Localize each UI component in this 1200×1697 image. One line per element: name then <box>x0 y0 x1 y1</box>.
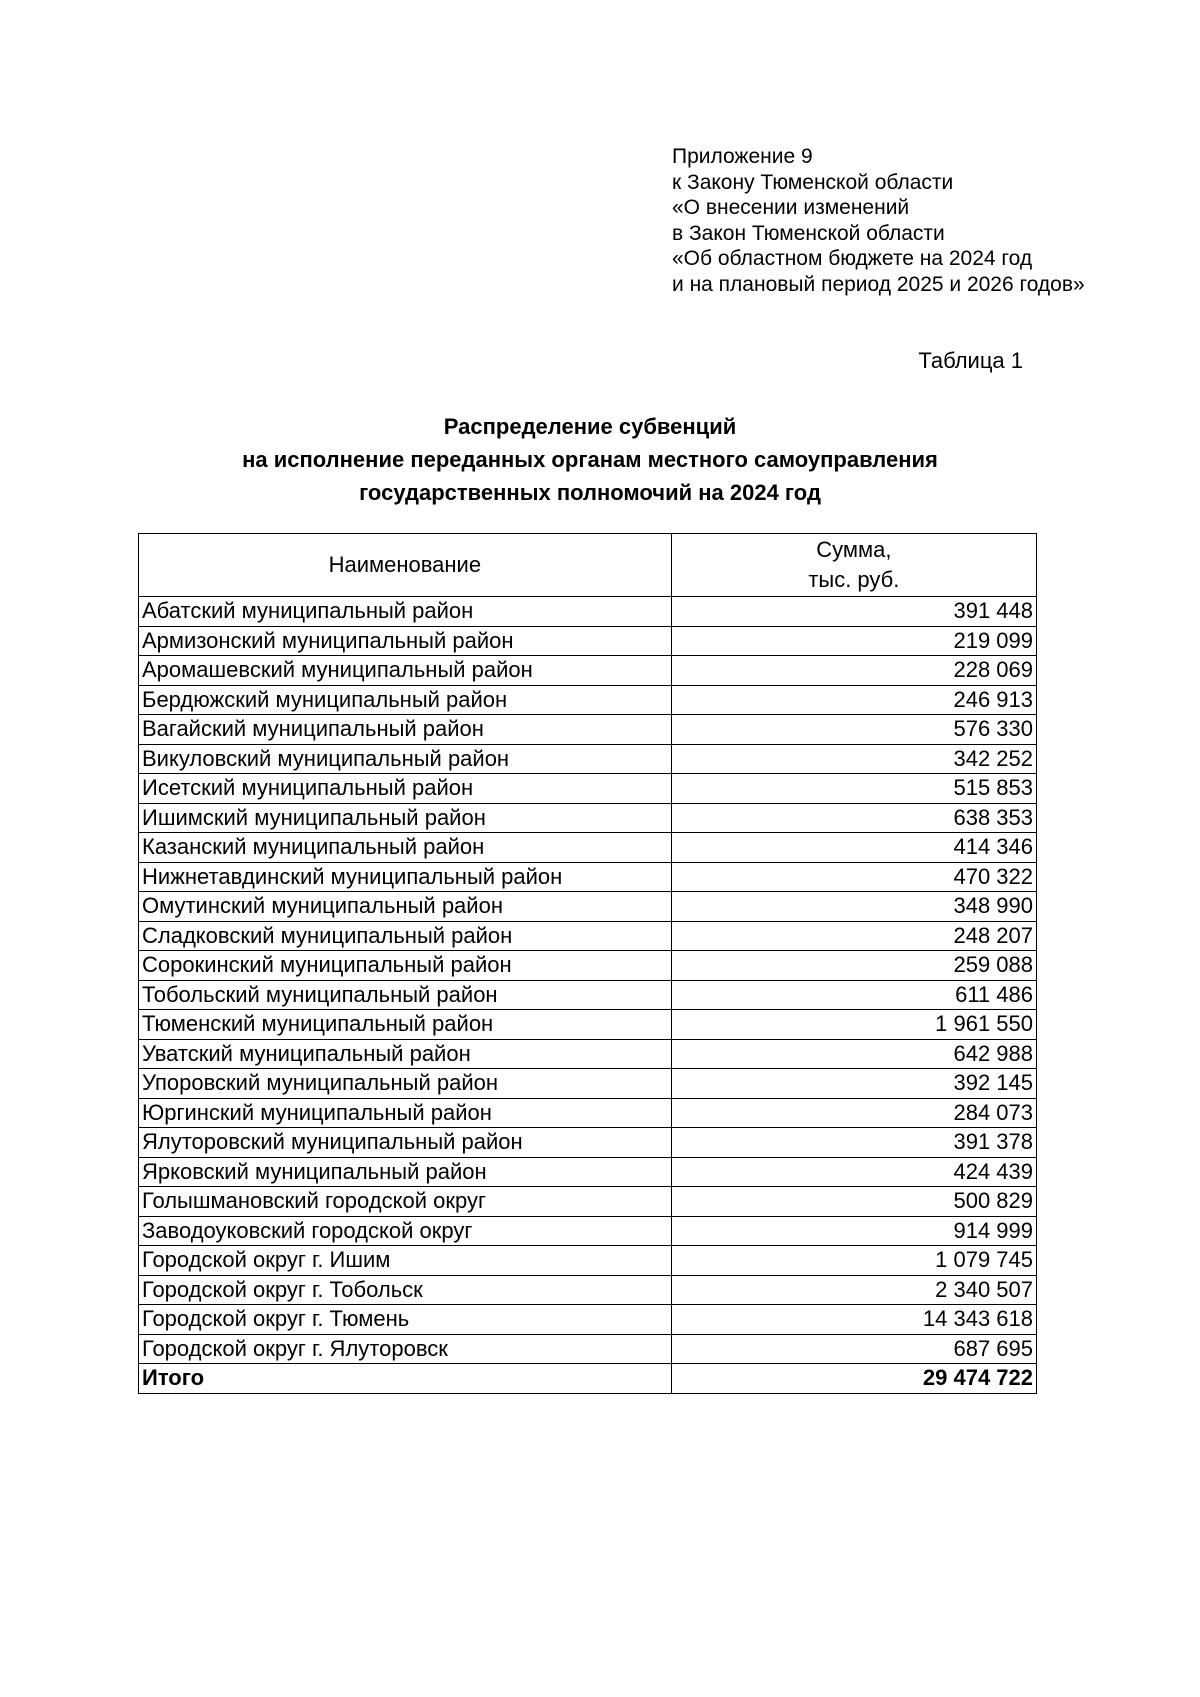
table-row <box>139 1216 1037 1246</box>
row-name: Ялуторовский муниципальный район <box>139 1128 672 1158</box>
row-name: Викуловский муниципальный район <box>139 744 672 774</box>
table-row <box>139 1157 1037 1187</box>
appendix-line: в Закон Тюменской области <box>672 221 945 245</box>
header-amount <box>671 534 1036 597</box>
table-row <box>139 892 1037 922</box>
row-name: Городской округ г. Ишим <box>139 1246 672 1276</box>
row-amount: 470 322 <box>671 862 1036 892</box>
table-number-label: Таблица 1 <box>918 348 1023 373</box>
table-row <box>139 980 1037 1010</box>
row-name: Уватский муниципальный район <box>139 1039 672 1069</box>
table-row <box>139 803 1037 833</box>
title-line: государственных полномочий на 2024 год <box>359 480 821 505</box>
row-name: Городской округ г. Тюмень <box>139 1305 672 1335</box>
header-amount-line2: тыс. руб. <box>808 567 900 592</box>
row-amount: 348 990 <box>671 892 1036 922</box>
row-amount: 14 343 618 <box>671 1305 1036 1335</box>
row-amount: 424 439 <box>671 1157 1036 1187</box>
table-row <box>139 1010 1037 1040</box>
table-row <box>139 597 1037 627</box>
table-row <box>139 1098 1037 1128</box>
table-row <box>139 1069 1037 1099</box>
row-amount: 248 207 <box>671 921 1036 951</box>
row-amount: 259 088 <box>671 951 1036 981</box>
total-row <box>139 1364 1037 1394</box>
row-amount: 414 346 <box>671 833 1036 863</box>
appendix-line: к Закону Тюменской области <box>672 170 954 194</box>
table-header-row <box>139 534 1037 597</box>
row-name: Ишимский муниципальный район <box>139 803 672 833</box>
title-line: Распределение субвенций <box>443 414 737 439</box>
appendix-line: «Об областном бюджете на 2024 год <box>672 247 1033 270</box>
row-name: Вагайский муниципальный район <box>139 715 672 745</box>
document-title <box>0 410 1180 509</box>
table-body <box>139 597 1037 1364</box>
row-amount: 219 099 <box>671 626 1036 656</box>
title-line: на исполнение переданных органам местного самоуправления <box>242 447 938 472</box>
row-amount: 284 073 <box>671 1098 1036 1128</box>
table-row <box>139 715 1037 745</box>
table-row <box>139 921 1037 951</box>
total-label: Итого <box>139 1364 672 1394</box>
row-name: Тобольский муниципальный район <box>139 980 672 1010</box>
table-row <box>139 685 1037 715</box>
row-name: Тюменский муниципальный район <box>139 1010 672 1040</box>
row-name: Заводоуковский городской округ <box>139 1216 672 1246</box>
row-amount: 611 486 <box>671 980 1036 1010</box>
row-amount: 391 378 <box>671 1128 1036 1158</box>
row-amount: 391 448 <box>671 597 1036 627</box>
table-row <box>139 1039 1037 1069</box>
row-name: Бердюжский муниципальный район <box>139 685 672 715</box>
table-row <box>139 951 1037 981</box>
header-name: Наименование <box>139 534 672 597</box>
table-row <box>139 1275 1037 1305</box>
appendix-line: «О внесении изменений <box>672 196 910 219</box>
header-amount-line1: Сумма, <box>816 537 892 562</box>
table-row <box>139 744 1037 774</box>
appendix-line: Приложение 9 <box>672 145 813 168</box>
row-name: Исетский муниципальный район <box>139 774 672 804</box>
row-name: Городской округ г. Тобольск <box>139 1275 672 1305</box>
table-row <box>139 1128 1037 1158</box>
row-name: Аромашевский муниципальный район <box>139 656 672 686</box>
row-amount: 1 079 745 <box>671 1246 1036 1276</box>
table-row <box>139 1246 1037 1276</box>
appendix-header <box>672 144 1085 297</box>
row-amount: 246 913 <box>671 685 1036 715</box>
table-row <box>139 862 1037 892</box>
row-name: Абатский муниципальный район <box>139 597 672 627</box>
row-amount: 342 252 <box>671 744 1036 774</box>
row-amount: 576 330 <box>671 715 1036 745</box>
table-row <box>139 774 1037 804</box>
table-row <box>139 833 1037 863</box>
row-name: Нижнетавдинский муниципальный район <box>139 862 672 892</box>
row-name: Омутинский муниципальный район <box>139 892 672 922</box>
row-name: Ярковский муниципальный район <box>139 1157 672 1187</box>
table-row <box>139 1334 1037 1364</box>
total-amount: 29 474 722 <box>671 1364 1036 1394</box>
row-amount: 914 999 <box>671 1216 1036 1246</box>
row-name: Казанский муниципальный район <box>139 833 672 863</box>
row-amount: 1 961 550 <box>671 1010 1036 1040</box>
row-name: Юргинский муниципальный район <box>139 1098 672 1128</box>
table-row <box>139 1187 1037 1217</box>
row-name: Сорокинский муниципальный район <box>139 951 672 981</box>
appendix-line: и на плановый период 2025 и 2026 годов» <box>672 272 1085 296</box>
row-name: Армизонский муниципальный район <box>139 626 672 656</box>
row-amount: 687 695 <box>671 1334 1036 1364</box>
table-row <box>139 656 1037 686</box>
row-name: Городской округ г. Ялуторовск <box>139 1334 672 1364</box>
table-row <box>139 626 1037 656</box>
table-row <box>139 1305 1037 1335</box>
row-name: Голышмановский городской округ <box>139 1187 672 1217</box>
row-name: Упоровский муниципальный район <box>139 1069 672 1099</box>
row-amount: 638 353 <box>671 803 1036 833</box>
row-name: Сладковский муниципальный район <box>139 921 672 951</box>
subventions-table <box>138 533 1037 1394</box>
row-amount: 515 853 <box>671 774 1036 804</box>
row-amount: 500 829 <box>671 1187 1036 1217</box>
row-amount: 2 340 507 <box>671 1275 1036 1305</box>
row-amount: 228 069 <box>671 656 1036 686</box>
row-amount: 642 988 <box>671 1039 1036 1069</box>
row-amount: 392 145 <box>671 1069 1036 1099</box>
